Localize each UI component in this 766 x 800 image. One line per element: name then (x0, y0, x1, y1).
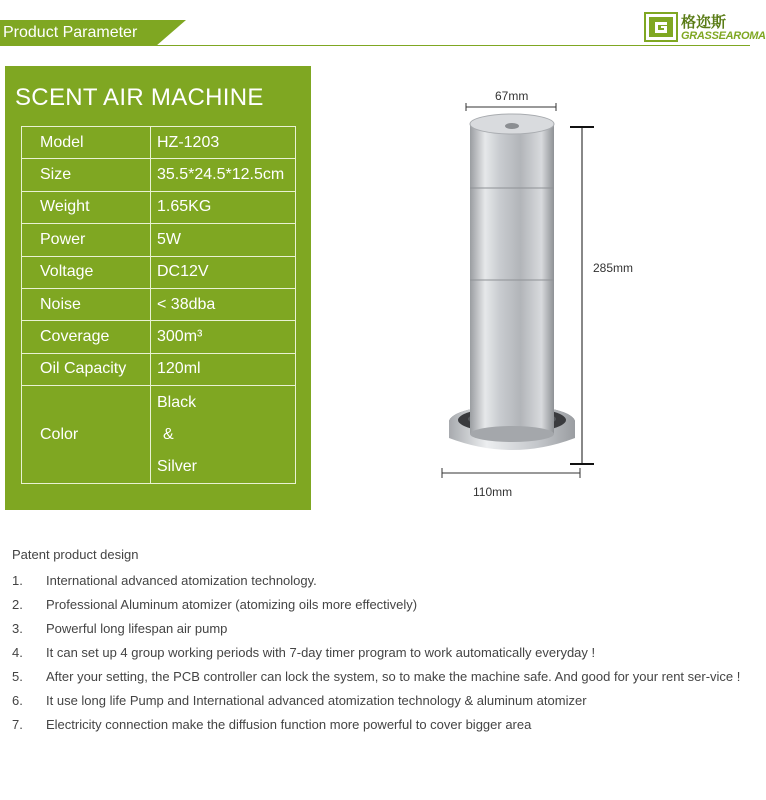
list-text: International advanced atomization technology. (46, 573, 317, 588)
spec-value: < 38dba (151, 288, 296, 320)
spec-value: 1.65KG (151, 191, 296, 223)
spec-row (22, 321, 296, 353)
logo-mark-icon (644, 12, 678, 42)
list-number: 3. (12, 621, 23, 636)
list-item (12, 665, 742, 689)
color-option: Black (157, 393, 197, 411)
list-number: 1. (12, 573, 23, 588)
section-header-tab (0, 20, 156, 46)
dimension-height-label: 285mm (593, 261, 634, 275)
scent-machine-illustration (330, 70, 630, 510)
spec-label: Color (22, 386, 151, 484)
spec-label: Voltage (22, 256, 151, 288)
spec-label: Coverage (22, 321, 151, 353)
header-tab-slant (156, 20, 186, 46)
dimension-base-label: 110mm (473, 485, 513, 499)
list-text: It can set up 4 group working periods with 7-day timer program to work automatically everyday ! (46, 645, 596, 660)
list-number: 5. (12, 669, 23, 684)
header-divider (0, 45, 750, 46)
list-number: 6. (12, 693, 23, 708)
brand-logo (644, 12, 766, 44)
spec-value: 120ml (151, 353, 296, 385)
spec-row (22, 159, 296, 191)
spec-row (22, 353, 296, 385)
spec-row-color (22, 386, 296, 484)
feature-intro: Patent product design (12, 547, 139, 562)
list-item (12, 569, 742, 593)
list-number: 2. (12, 597, 23, 612)
spec-label: Power (22, 224, 151, 256)
list-item (12, 689, 742, 713)
spec-value-color (151, 386, 296, 484)
product-name-heading: SCENT AIR MACHINE (15, 84, 264, 111)
spec-label: Noise (22, 288, 151, 320)
list-number: 7. (12, 717, 23, 732)
spec-row (22, 127, 296, 159)
spec-table (21, 126, 296, 484)
spec-panel (5, 66, 311, 510)
product-image (330, 70, 634, 510)
section-title: Product Parameter (3, 24, 138, 41)
logo-chinese-text: 格迩斯 (681, 13, 727, 31)
spec-label: Oil Capacity (22, 353, 151, 385)
list-item (12, 593, 742, 617)
spec-value: 5W (151, 224, 296, 256)
list-text: Electricity connection make the diffusion function more powerful to cover bigger area (46, 717, 532, 732)
logo-english-text: GRASSEAROMA (681, 30, 766, 42)
color-separator: & (163, 425, 174, 443)
list-item (12, 641, 742, 665)
spec-value: 35.5*24.5*12.5cm (151, 159, 296, 191)
feature-list (12, 545, 742, 737)
spec-row (22, 288, 296, 320)
spec-label: Model (22, 127, 151, 159)
spec-value: 300m³ (151, 321, 296, 353)
list-text: It use long life Pump and International advanced atomization technology & aluminum atomizer (46, 693, 587, 708)
list-item (12, 713, 742, 737)
list-text: Professional Aluminum atomizer (atomizing oils more effectively) (46, 597, 418, 612)
list-text: After your setting, the PCB controller can lock the system, so to make the machine safe. And good for your rent ser-vice ! (46, 669, 741, 684)
list-number: 4. (12, 645, 23, 660)
dimension-top-label: 67mm (495, 89, 529, 103)
spec-value: HZ-1203 (151, 127, 296, 159)
spec-value: DC12V (151, 256, 296, 288)
spec-row (22, 224, 296, 256)
spec-label: Weight (22, 191, 151, 223)
spec-row (22, 191, 296, 223)
list-item (12, 617, 742, 641)
color-option: Silver (157, 457, 198, 475)
spec-label: Size (22, 159, 151, 191)
list-text: Powerful long lifespan air pump (46, 621, 228, 636)
spec-row (22, 256, 296, 288)
